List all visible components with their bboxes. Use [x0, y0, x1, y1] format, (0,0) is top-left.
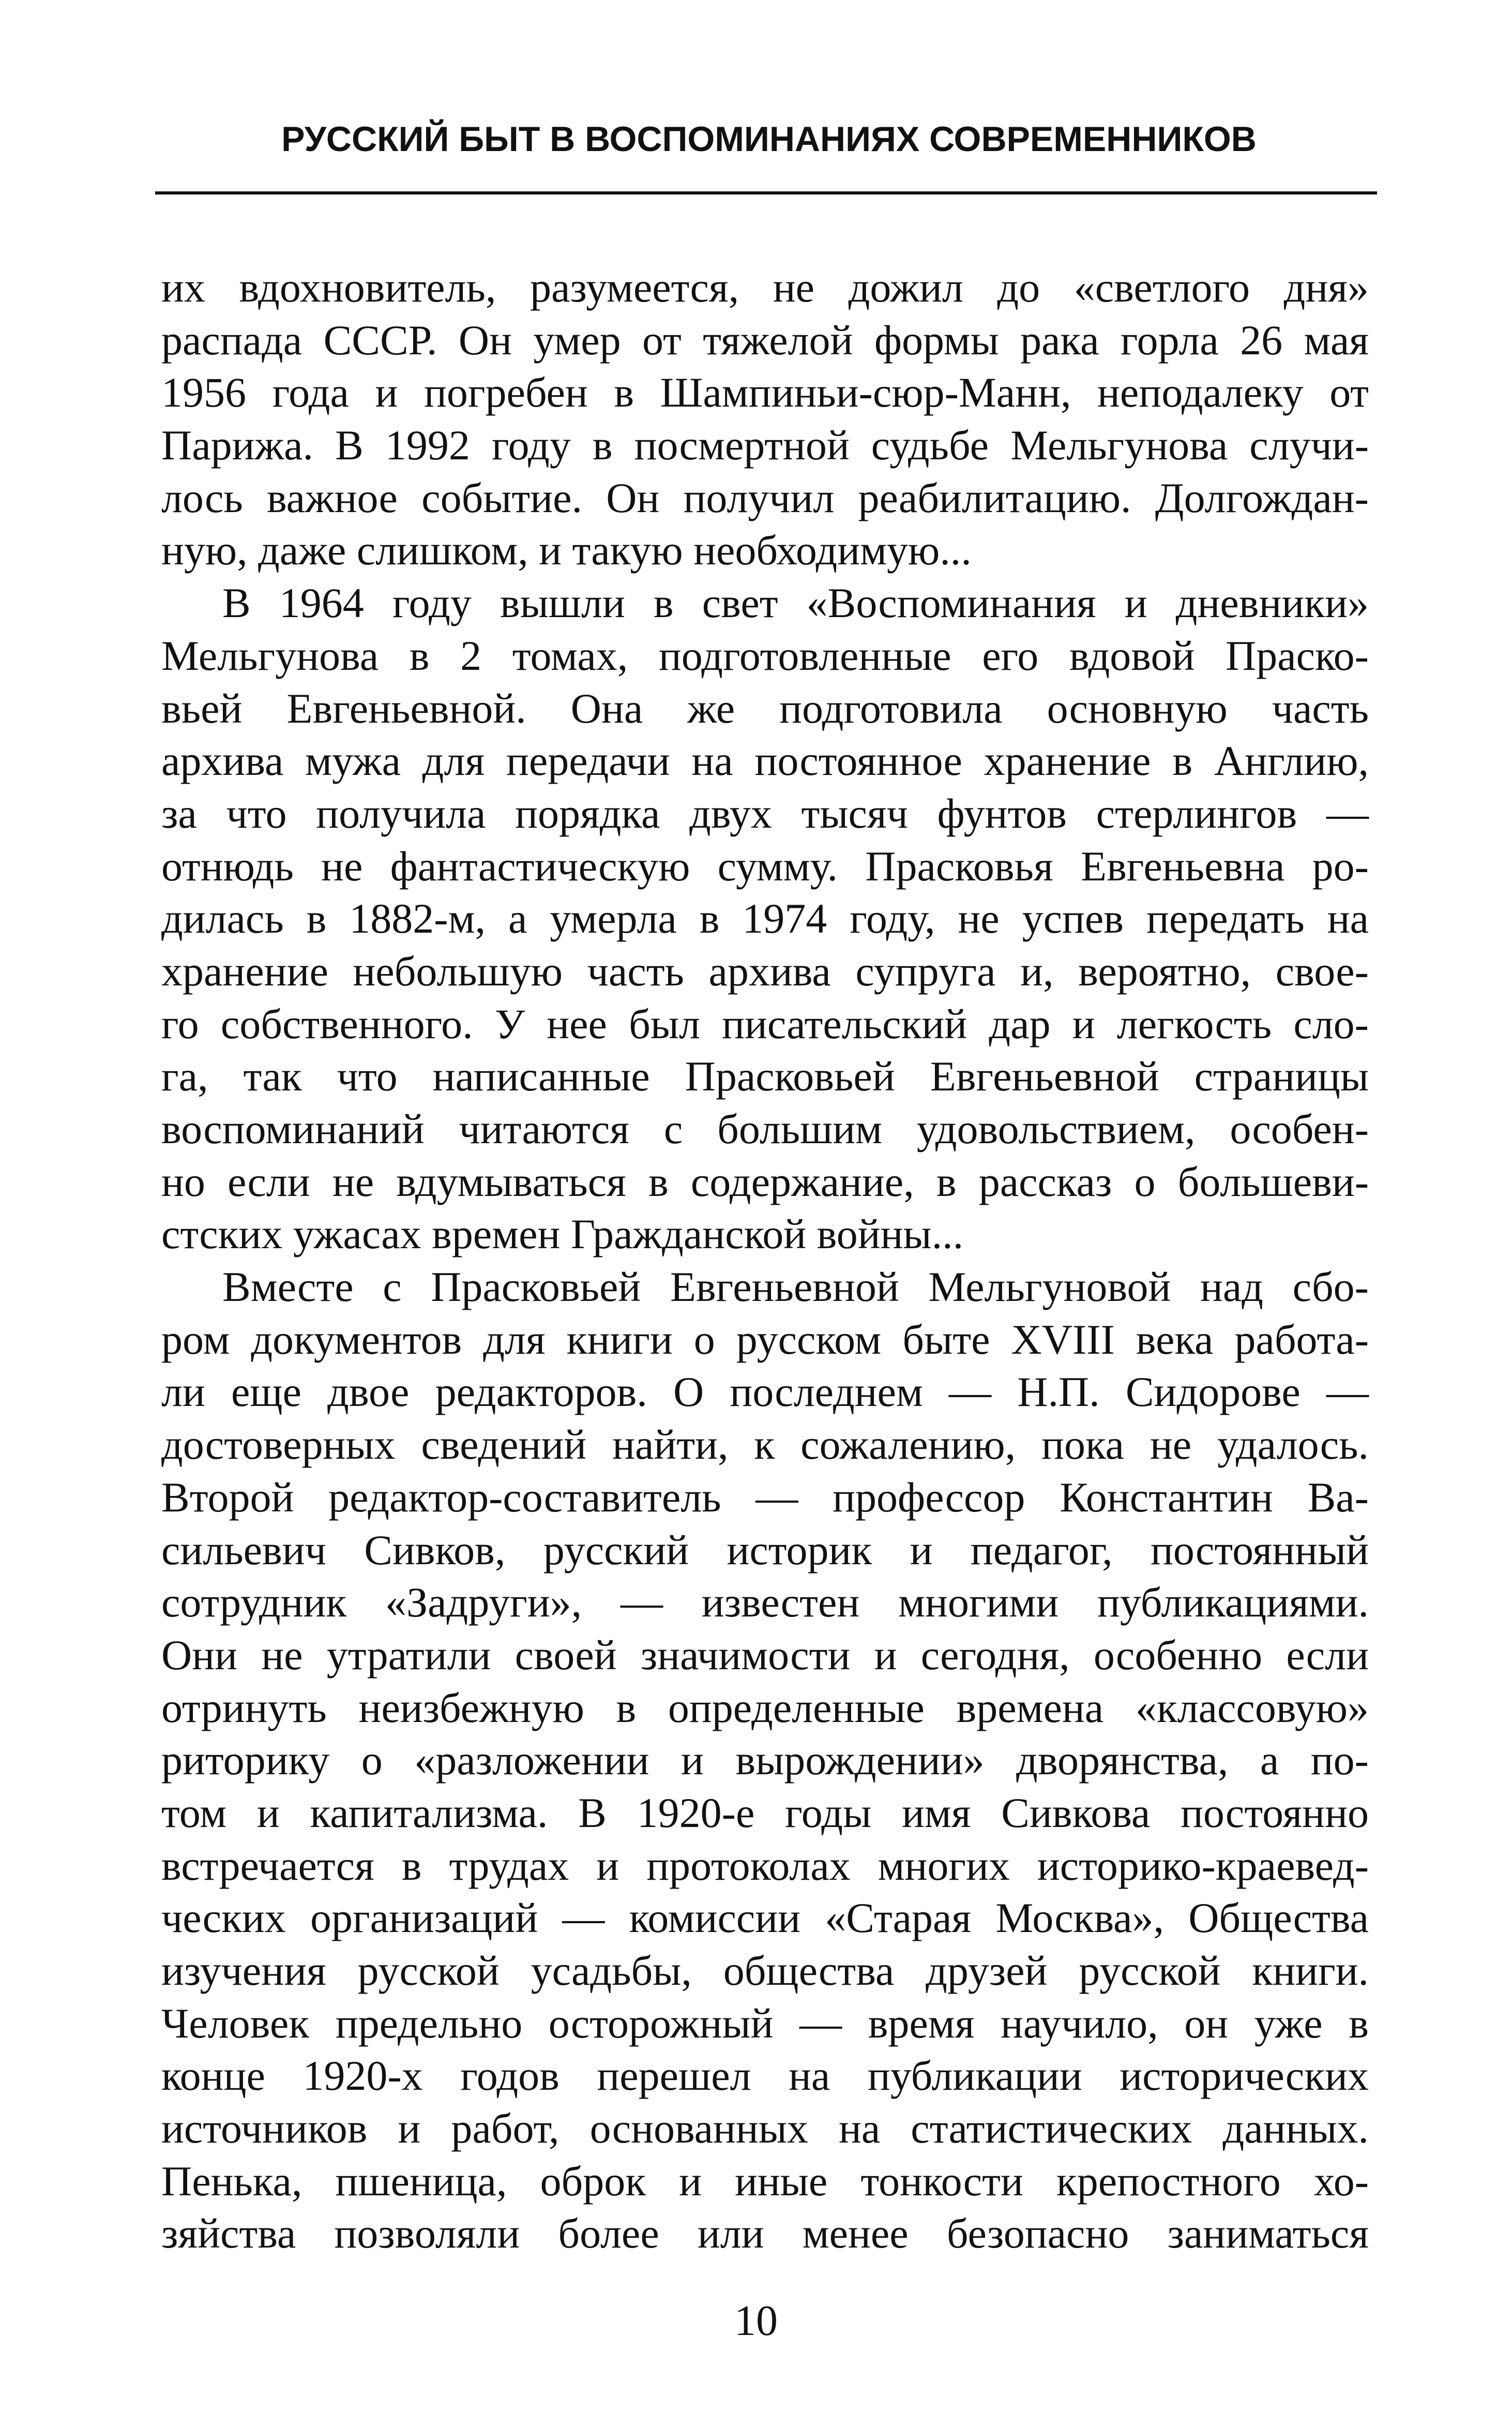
running-head: РУССКИЙ БЫТ В ВОСПОМИНАНИЯХ СОВРЕМЕННИКОВ — [281, 119, 1257, 159]
text-line: ли еще двое редакторов. О последнем — Н.П. Сидорове — — [161, 1368, 1369, 1416]
text-line: конце 1920-х годов перешел на публикации исторических — [161, 2052, 1369, 2100]
text-line: хранение небольшую часть архива супруга и, вероятно, свое- — [161, 947, 1369, 995]
text-line: вьей Евгеньевной. Она же подготовила основную часть — [161, 684, 1369, 732]
text-line: риторику о «разложении и вырождении» дворянства, а по- — [161, 1736, 1369, 1784]
header-rule — [155, 191, 1377, 194]
text-line: отринуть неизбежную в определенные времена «классовую» — [161, 1684, 1369, 1731]
text-line: том и капитализма. В 1920-е годы имя Сивкова постоянно — [161, 1789, 1369, 1836]
text-line: встречается в трудах и протоколах многих историко-краевед- — [161, 1841, 1369, 1889]
text-line: Человек предельно осторожный — время научило, он уже в — [161, 1999, 1369, 2047]
text-line: дилась в 1882-м, а умерла в 1974 году, не успев передать на — [161, 895, 1369, 942]
text-line: ром документов для книги о русском быте XVIII века работа- — [161, 1315, 1369, 1363]
text-line: сильевич Сивков, русский историк и педагог, постоянный — [161, 1526, 1369, 1574]
text-line: Они не утратили своей значимости и сегодня, особенно если — [161, 1631, 1369, 1679]
text-line: зяйства позволяли более или менее безопасно заниматься — [161, 2210, 1369, 2257]
text-line: Мельгунова в 2 томах, подготовленные его вдовой Праско- — [161, 632, 1369, 679]
text-line: го собственного. У нее был писательский дар и легкость сло- — [161, 1000, 1369, 1047]
text-line: их вдохновитель, разумеется, не дожил до «светлого дня» — [161, 264, 1369, 311]
text-line: ческих организаций — комиссии «Старая Москва», Общества — [161, 1894, 1369, 1942]
text-line: сотрудник «Задруги», — известен многими публикациями. — [161, 1579, 1369, 1626]
text-line: архива мужа для передачи на постоянное хранение в Англию, — [161, 737, 1369, 785]
text-line: воспоминаний читаются с большим удовольствием, особен- — [161, 1105, 1369, 1152]
text-line: источников и работ, основанных на статистических данных. — [161, 2105, 1369, 2152]
page-number: 10 — [734, 2297, 778, 2345]
body-text — [161, 261, 1369, 2260]
text-line: 1956 года и погребен в Шампиньи-сюр-Манн, неподалеку от — [161, 369, 1369, 416]
text-line: Вместе с Прасковьей Евгеньевной Мельгуновой над сбо- — [222, 1263, 1369, 1311]
text-line: достоверных сведений найти, к сожалению, пока не удалось. — [161, 1421, 1369, 1469]
text-line: за что получила порядка двух тысяч фунтов стерлингов — — [161, 789, 1369, 837]
text-line: Пенька, пшеница, оброк и иные тонкости крепостного хо- — [161, 2157, 1369, 2205]
text-line: стских ужасах времен Гражданской войны... — [161, 1210, 964, 1258]
text-line: отнюдь не фантастическую сумму. Прасковья Евгеньевна ро- — [161, 842, 1369, 890]
text-line: В 1964 году вышли в свет «Воспоминания и дневники» — [222, 579, 1369, 627]
text-line: лось важное событие. Он получил реабилитацию. Долгождан- — [161, 474, 1369, 521]
text-line: Второй редактор-составитель — профессор Константин Ва- — [161, 1473, 1369, 1521]
text-line: но если не вдумываться в содержание, в рассказ о большеви- — [161, 1158, 1369, 1205]
text-line: изучения русской усадьбы, общества друзей русской книги. — [161, 1947, 1369, 1994]
text-line: ную, даже слишком, и такую необходимую... — [161, 527, 972, 574]
text-line: га, так что написанные Прасковьей Евгеньевной страницы — [161, 1053, 1369, 1100]
text-line: распада СССР. Он умер от тяжелой формы рака горла 26 мая — [161, 316, 1369, 364]
text-line: Парижа. В 1992 году в посмертной судьбе Мельгунова случи- — [161, 422, 1369, 469]
